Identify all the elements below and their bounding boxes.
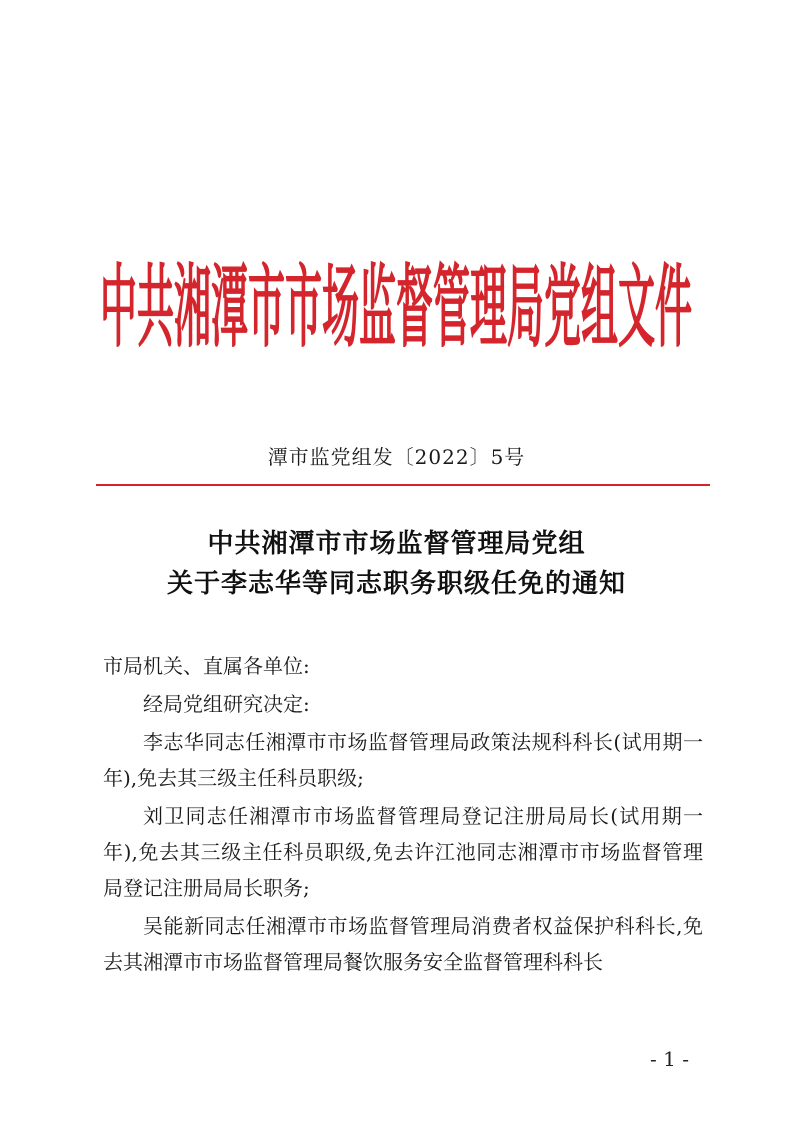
page-number: - 1 -	[650, 1047, 689, 1071]
appointment-paragraph: 李志华同志任湘潭市市场监督管理局政策法规科科长(试用期一年),免去其三级主任科员职级;	[103, 730, 703, 790]
intro-paragraph: 经局党组研究决定:	[143, 692, 310, 716]
masthead-title-graphic	[0, 258, 793, 368]
masthead	[0, 258, 793, 368]
title-line-1: 中共湘潭市市场监督管理局党组	[207, 529, 586, 559]
notice-title	[0, 524, 793, 604]
addressee: 市局机关、直属各单位:	[103, 654, 310, 678]
appointment-paragraph: 吴能新同志任湘潭市市场监督管理局消费者权益保护科科长,免去其湘潭市市场监督管理局餐饮服务安全监督管理科科长	[103, 914, 703, 974]
title-line-2: 关于李志华等同志职务职级任免的通知	[166, 569, 626, 599]
red-divider-line	[96, 484, 710, 486]
appointment-paragraph: 刘卫同志任湘潭市市场监督管理局登记注册局局长(试用期一年),免去其三级主任科员职级,免去许江池同志湘潭市市场监督管理局登记注册局局长职务;	[103, 804, 703, 900]
notice-body	[103, 648, 703, 980]
masthead-title: 中共湘潭市市场监督管理局党组文件	[100, 258, 693, 360]
document-number: 潭市监党组发〔2022〕5号	[267, 445, 526, 469]
